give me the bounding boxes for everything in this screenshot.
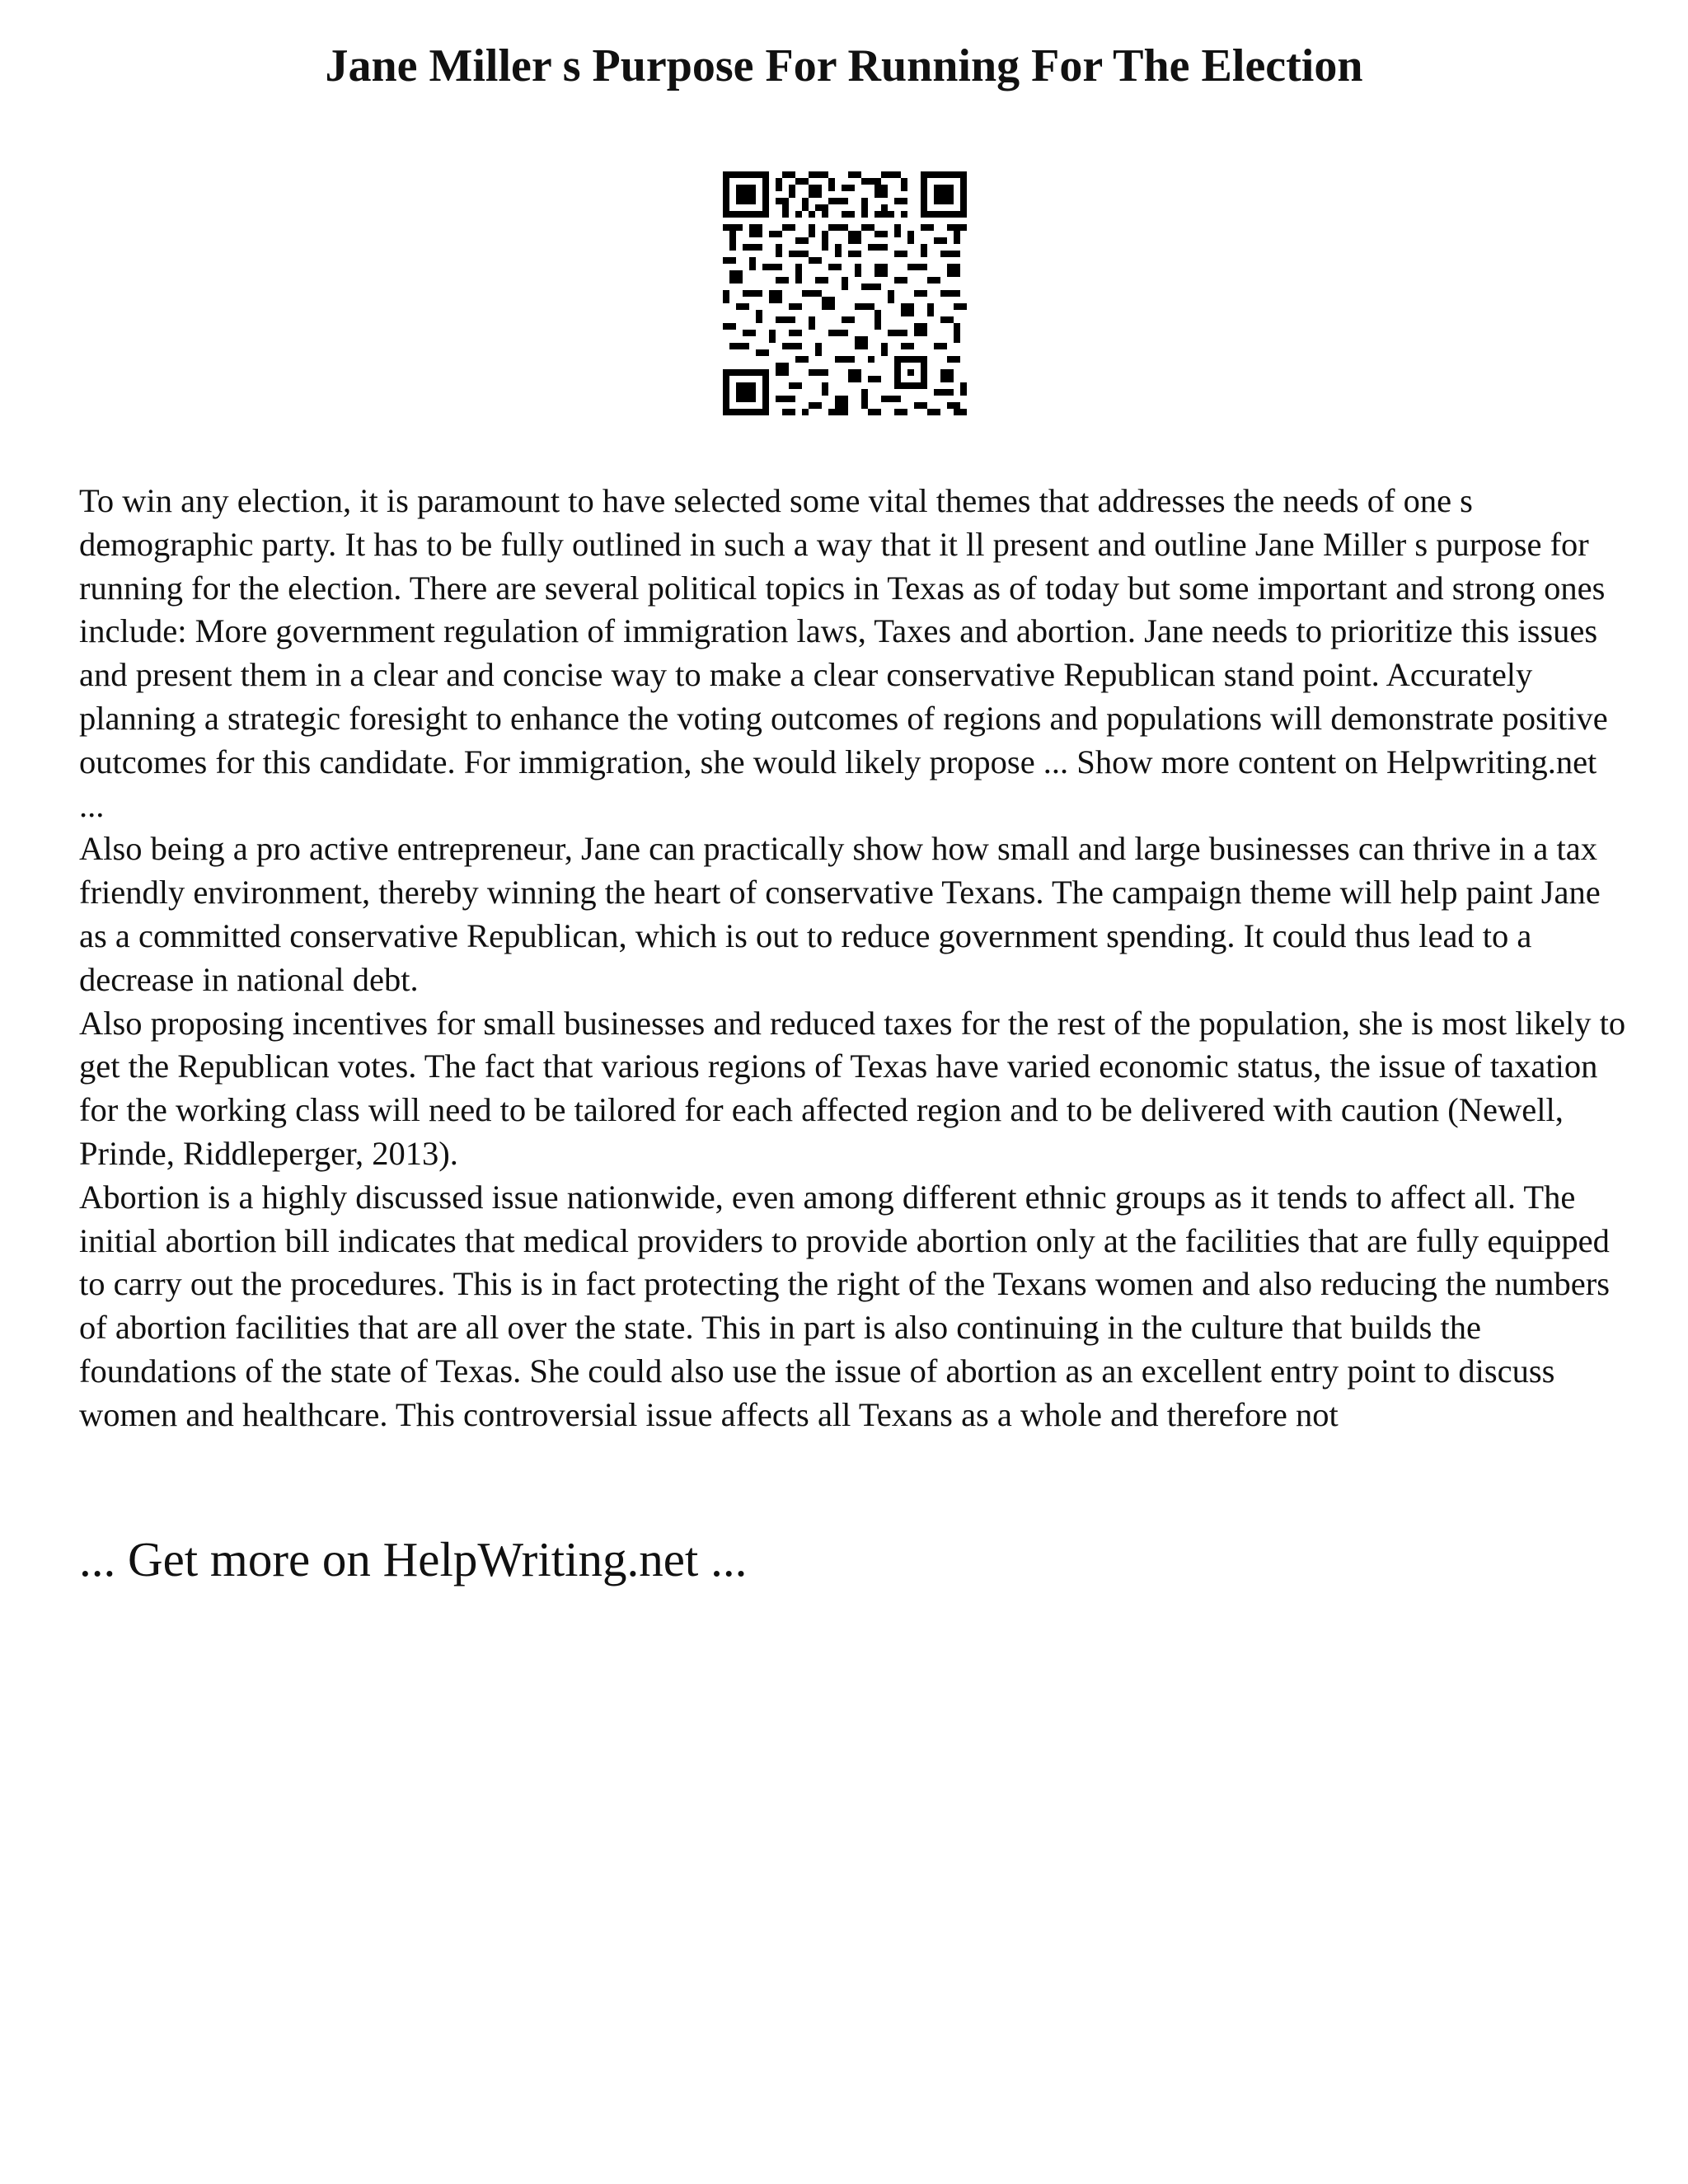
paragraph-intro: To win any election, it is paramount to have selected some vital themes that addresses the needs of one s demographic party. It has to be fully outlined in such a way that it ll present and outline Jane Miller s purpose for running for the election. There are several political topics in Texas as of today but some important and strong ones include: More government regulation of immigration laws, Taxes and abortion. Jane needs to prioritize this issues and present them in a clear and concise way to make a clear conservative Republican stand point. Accurately planning a strategic foresight to enhance the voting outcomes of regions and populations will demonstrate positive outcomes for this candidate. For immigration, she would likely propose ... Show more content on Helpwriting.net ... (79, 482, 1608, 824)
get-more-link[interactable]: ... Get more on HelpWriting.net ... (79, 1532, 748, 1586)
qr-code-icon[interactable] (723, 171, 967, 415)
document-body (79, 480, 1629, 1437)
page-title: Jane Miller s Purpose For Running For The Election (325, 40, 1363, 91)
paragraph-taxes: Also being a pro active entrepreneur, Jane can practically show how small and large businesses can thrive in a tax friendly environment, thereby winning the heart of conservative Texans. The campaign theme will help paint Jane as a committed conservative Republican, which is out to reduce government spending. It could thus lead to a decrease in national debt. (79, 830, 1601, 998)
paragraph-abortion: Abortion is a highly discussed issue nationwide, even among different ethnic groups as it tends to affect all. The initial abortion bill indicates that medical providers to provide abortion only at the facilities that are fully equipped to carry out the procedures. This is in fact protecting the right of the Texans women and also reducing the numbers of abortion facilities that are all over the state. This in part is also continuing in the culture that builds the foundations of the state of Texas. She could also use the issue of abortion as an excellent entry point to discuss women and healthcare. This controversial issue affects all Texans as a whole and therefore not (79, 1178, 1611, 1433)
paragraph-incentives: Also proposing incentives for small businesses and reduced taxes for the rest of the population, she is most likely to get the Republican votes. The fact that various regions of Texas have varied economic status, the issue of taxation for the working class will need to be tailored for each affected region and to be delivered with caution (Newell, Prinde, Riddleperger, 2013). (79, 1004, 1626, 1172)
